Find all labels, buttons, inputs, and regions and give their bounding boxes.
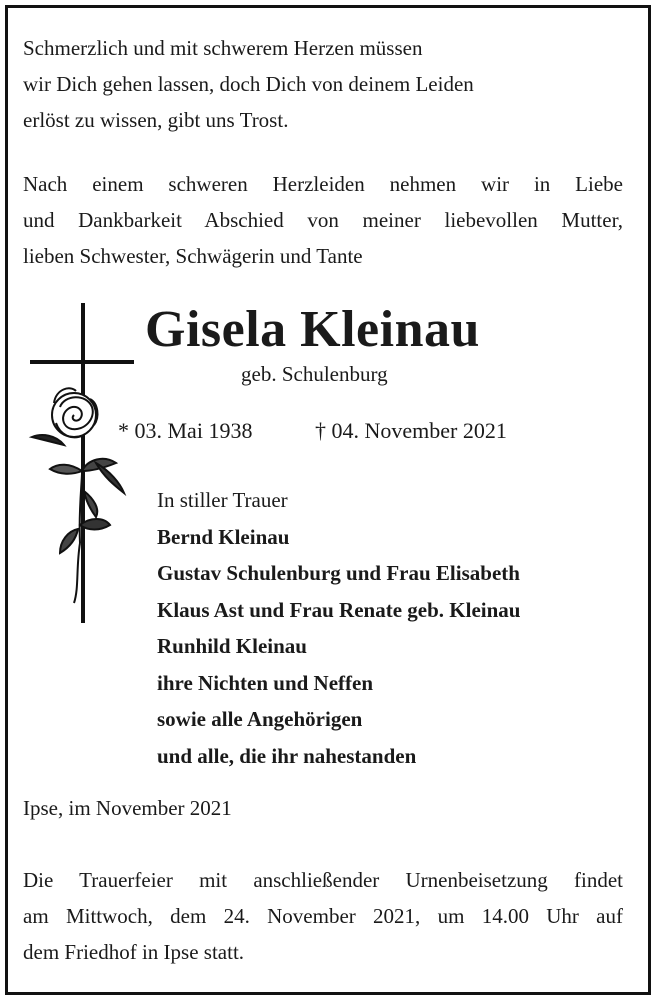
- mourner-name: ihre Nichten und Neffen: [157, 670, 374, 695]
- mourner-name: Gustav Schulenburg und Frau Elisabeth: [157, 561, 520, 585]
- mourner-name: Klaus Ast und Frau Renate geb. Kleinau: [157, 597, 521, 622]
- birth-date: * 03. Mai 1938: [118, 418, 253, 443]
- intro-text: [23, 30, 623, 138]
- mourners-heading: In stiller Trauer: [157, 488, 288, 512]
- ceremony-line: am Mittwoch, dem 24. November 2021, um 14.00 Uhr auf: [23, 904, 623, 928]
- deceased-name: Gisela Kleinau: [145, 301, 480, 358]
- mourner-name: Bernd Kleinau: [157, 524, 290, 549]
- intro-line: Schmerzlich und mit schwerem Herzen müssen: [23, 36, 423, 60]
- ceremony-line: Die Trauerfeier mit anschließender Urnenbeisetzung findet: [23, 868, 623, 892]
- intro-line: erlöst zu wissen, gibt uns Trost.: [23, 108, 289, 132]
- mourner-name: Runhild Kleinau: [157, 634, 307, 658]
- mourner-name: sowie alle Angehörigen: [157, 707, 363, 731]
- place-date: Ipse, im November 2021: [23, 796, 232, 820]
- farewell-line: lieben Schwester, Schwägerin und Tante: [23, 244, 363, 268]
- death-date: † 04. November 2021: [315, 418, 507, 443]
- ceremony-text: [23, 862, 623, 970]
- ceremony-line: dem Friedhof in Ipse statt.: [23, 940, 245, 964]
- farewell-line: Nach einem schweren Herzleiden nehmen wir in Liebe: [23, 172, 623, 196]
- mourner-name: und alle, die ihr nahestanden: [157, 743, 417, 768]
- cross-with-rose: [24, 303, 139, 625]
- farewell-line: und Dankbarkeit Abschied von meiner liebevollen Mutter,: [23, 208, 623, 232]
- maiden-name: geb. Schulenburg: [241, 362, 388, 386]
- farewell-text: [23, 166, 623, 274]
- rose-icon: [32, 388, 124, 603]
- intro-line: wir Dich gehen lassen, doch Dich von deinem Leiden: [23, 72, 474, 96]
- mourners-block: [157, 482, 520, 774]
